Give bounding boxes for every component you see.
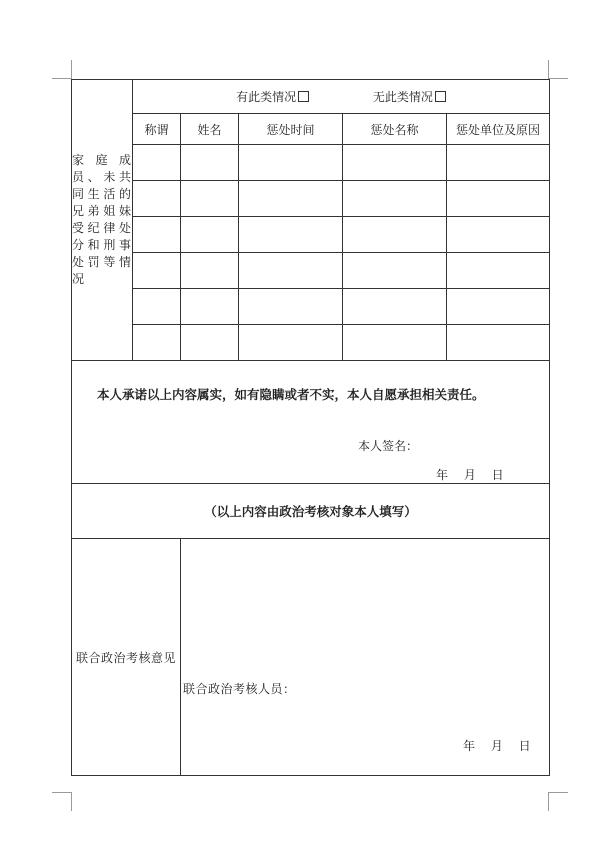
table-cell[interactable] [239, 145, 343, 181]
crop-mark-bottom-left-h [52, 792, 71, 793]
self-fill-note: （以上内容由政治考核对象本人填写） [72, 484, 550, 539]
table-cell[interactable] [133, 217, 181, 253]
table-cell[interactable] [343, 253, 447, 289]
crop-mark-bottom-right-v [548, 792, 549, 811]
table-cell[interactable] [133, 181, 181, 217]
crop-mark-top-left-h [52, 78, 71, 79]
table-cell[interactable] [133, 325, 181, 361]
family-section-label: 家庭成员、未共同生活的兄弟姐妹受纪律处分和刑事处罚等情况 [72, 80, 133, 361]
pledge-cell [72, 361, 550, 484]
crop-mark-top-right-v [548, 60, 549, 79]
joint-review-date: 年 月 日 [463, 739, 531, 753]
table-row [72, 325, 550, 361]
table-cell[interactable] [343, 145, 447, 181]
table-cell[interactable] [447, 145, 550, 181]
note-row [72, 484, 550, 539]
table-cell[interactable] [133, 289, 181, 325]
political-review-form [71, 79, 550, 776]
table-cell[interactable] [447, 253, 550, 289]
table-row [72, 145, 550, 181]
table-cell[interactable] [343, 217, 447, 253]
signature-label: 本人签名： [358, 439, 419, 453]
column-header: 姓名 [181, 114, 239, 145]
table-cell[interactable] [181, 217, 239, 253]
checkbox-icon[interactable] [435, 91, 446, 102]
table-cell[interactable] [447, 289, 550, 325]
column-header: 惩处单位及原因 [447, 114, 550, 145]
option-has-case[interactable] [236, 88, 309, 105]
column-header: 称谓 [133, 114, 181, 145]
table-row [72, 253, 550, 289]
crop-mark-top-left-v [71, 60, 72, 79]
table-cell[interactable] [133, 145, 181, 181]
table-header-row [72, 114, 550, 145]
table-cell[interactable] [343, 289, 447, 325]
table-row [72, 289, 550, 325]
table-cell[interactable] [133, 253, 181, 289]
table-cell[interactable] [343, 325, 447, 361]
table-cell[interactable] [239, 181, 343, 217]
joint-review-opinion-cell[interactable] [181, 539, 550, 776]
table-cell[interactable] [181, 253, 239, 289]
table-cell[interactable] [181, 289, 239, 325]
checkbox-icon[interactable] [298, 91, 309, 102]
joint-review-label: 联合政治考核意见 [72, 539, 181, 776]
crop-mark-bottom-right-h [549, 792, 568, 793]
table-row [72, 181, 550, 217]
pledge-date: 年 月 日 [436, 468, 504, 482]
crop-mark-bottom-left-v [71, 792, 72, 811]
option-no-case-label: 无此类情况 [372, 90, 433, 104]
case-option-row [133, 80, 550, 114]
table-cell[interactable] [239, 325, 343, 361]
table-cell[interactable] [447, 217, 550, 253]
column-header: 惩处时间 [239, 114, 343, 145]
pledge-statement: 本人承诺以上内容属实，如有隐瞒或者不实，本人自愿承担相关责任。 [97, 387, 485, 402]
table-cell[interactable] [447, 181, 550, 217]
option-has-case-label: 有此类情况 [236, 90, 297, 104]
crop-mark-top-right-h [549, 78, 568, 79]
column-header: 惩处名称 [343, 114, 447, 145]
table-cell[interactable] [447, 325, 550, 361]
table-cell[interactable] [181, 325, 239, 361]
joint-review-row [72, 539, 550, 776]
option-no-case[interactable] [373, 88, 446, 105]
table-cell[interactable] [181, 145, 239, 181]
table-row [72, 217, 550, 253]
table-cell[interactable] [239, 289, 343, 325]
table-cell[interactable] [239, 253, 343, 289]
table-cell[interactable] [343, 181, 447, 217]
table-cell[interactable] [239, 217, 343, 253]
joint-review-person-label: 联合政治考核人员： [183, 682, 296, 696]
pledge-row [72, 361, 550, 484]
table-cell[interactable] [181, 181, 239, 217]
